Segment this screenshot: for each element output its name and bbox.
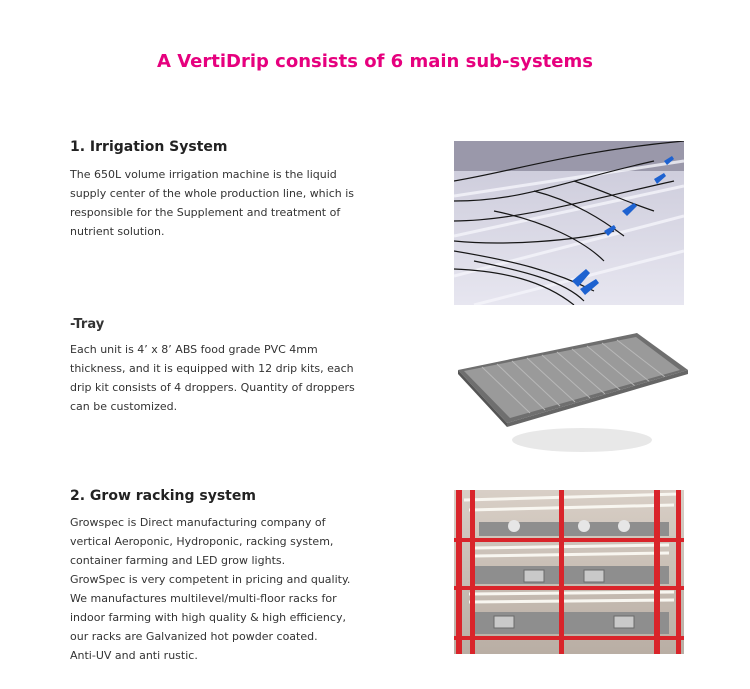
irrigation-line: nutrient solution. xyxy=(70,225,165,238)
racking-line: We manufactures multilevel/multi-floor racks for xyxy=(70,592,337,605)
tray-line: Each unit is 4’ x 8’ ABS food grade PVC 4mm xyxy=(70,343,318,356)
racking-line: container farming and LED grow lights. xyxy=(70,554,286,567)
racking-description xyxy=(70,513,370,665)
irrigation-line: The 650L volume irrigation machine is the liquid xyxy=(70,168,337,181)
racking-line: vertical Aeroponic, Hydroponic, racking system, xyxy=(70,535,334,548)
tray-line: drip kit consists of 4 droppers. Quantity of droppers xyxy=(70,381,355,394)
racking-line: GrowSpec is very competent in pricing and quality. xyxy=(70,573,351,586)
racking-line: our racks are Galvanized hot powder coated. xyxy=(70,630,318,643)
irrigation-line: responsible for the Supplement and treatment of xyxy=(70,206,341,219)
tray-heading: -Tray xyxy=(70,317,105,332)
racking-heading: 2. Grow racking system xyxy=(70,488,256,504)
racking-line: indoor farming with high quality & high efficiency, xyxy=(70,611,346,624)
irrigation-description xyxy=(70,165,370,241)
irrigation-heading: 1. Irrigation System xyxy=(70,139,228,155)
racking-photo xyxy=(454,490,684,654)
tray-line: can be customized. xyxy=(70,400,178,413)
irrigation-photo xyxy=(454,141,684,305)
tray-description xyxy=(70,340,370,416)
tray-photo xyxy=(452,325,692,465)
tray-line: thickness, and it is equipped with 12 drip kits, each xyxy=(70,362,354,375)
racking-line: Anti-UV and anti rustic. xyxy=(70,649,198,662)
page-title: A VertiDrip consists of 6 main sub-systems xyxy=(157,51,593,72)
racking-line: Growspec is Direct manufacturing company of xyxy=(70,516,326,529)
irrigation-line: supply center of the whole production line, which is xyxy=(70,187,355,200)
